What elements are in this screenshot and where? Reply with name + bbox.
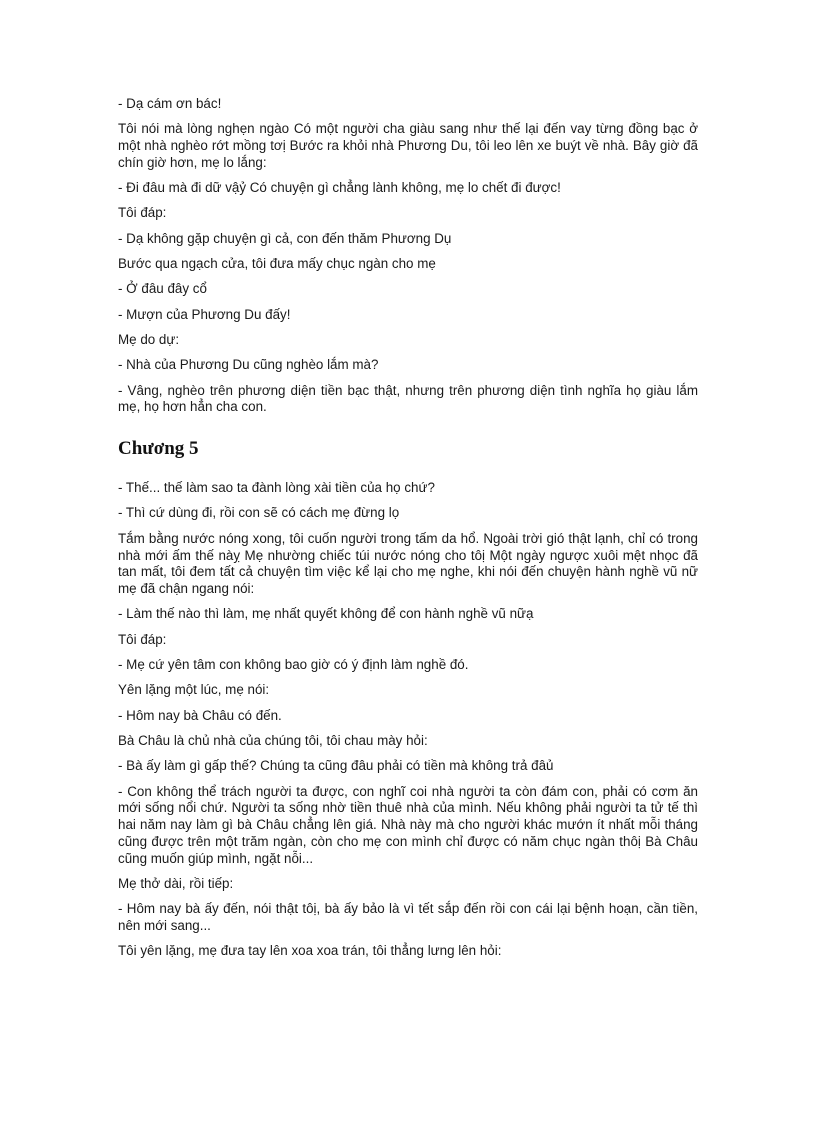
paragraph: Tôi nói mà lòng nghẹn ngào Có một người cha giàu sang như thế lại đến vay từng đồng bạc ở một nhà nghèo rớt mồng tơị Bước ra khỏi nhà Phương Du, tôi leo lên xe buýt về nhà. Bây giờ đã chín giờ hơn, mẹ lo lắng: xyxy=(118,121,698,170)
paragraph: - Mượn của Phương Du đấy! xyxy=(118,306,291,322)
paragraph: - Dạ cám ơn bác! xyxy=(118,96,222,111)
paragraph: - Ở đâu đây cổ xyxy=(118,281,207,297)
paragraph: - Hôm nay bà Châu có đến. xyxy=(118,707,282,723)
paragraph: - Dạ không gặp chuyện gì cả, con đến thăm Phương Dụ xyxy=(118,230,452,246)
paragraph: - Thế... thế làm sao ta đành lòng xài tiền của họ chứ? xyxy=(118,480,435,496)
paragraph: Tôi đáp: xyxy=(118,631,167,647)
paragraph: Yên lặng một lúc, mẹ nói: xyxy=(118,682,270,698)
paragraph: - Hôm nay bà ấy đến, nói thật tôị, bà ấy bảo là vì tết sắp đến rồi con cái lại bệnh hoạn, cần tiền, nên mới sang... xyxy=(118,901,698,934)
paragraph: - Làm thế nào thì làm, mẹ nhất quyết không để con hành nghề vũ nữạ xyxy=(118,606,534,622)
chapter-title: Chương 5 xyxy=(118,438,199,460)
paragraph: Tôi đáp: xyxy=(118,205,167,221)
paragraph: Mẹ thở dài, rồi tiếp: xyxy=(118,876,234,891)
paragraph: - Mẹ cứ yên tâm con không bao giờ có ý định làm nghề đó. xyxy=(118,657,469,673)
paragraph: Tắm bằng nước nóng xong, tôi cuốn người trong tấm da hổ. Ngoài trời gió thật lạnh, chỉ có trong nhà mới ấm thế nàỵ Mẹ nhường chiếc túi nước nóng cho tôị Một ngày ngược xuôi mệt nhọc đã tan mất, tôi đem tất cả chuyện tìm việc kể lại cho mẹ nghe, khi nói đến chuyện hành nghề vũ nữ mẹ đã chận ngang nói: xyxy=(118,530,698,597)
paragraph: Bà Châu là chủ nhà của chúng tôi, tôi chau mày hỏi: xyxy=(118,732,428,748)
paragraph: Tôi yên lặng, mẹ đưa tay lên xoa xoa trán, tôi thẳng lưng lên hỏi: xyxy=(118,943,502,959)
paragraph: - Con không thể trách người ta được, con nghĩ coi nhà người ta còn đám con, phải có cơm ăn mới sống nổi chứ. Người ta sống nhờ tiền thuê nhà của mình. Nếu không phải người ta tử tế thì hai năm nay làm gì bà Châu chẳng lên giá. Nhà này mà cho người khác mướn ít nhất mỗi tháng cũng được trên một trăm ngàn, còn cho mẹ con mình chỉ được có năm chục ngàn thôị Bà Châu cũng muốn giúp mình, ngặt nỗi... xyxy=(118,783,698,866)
paragraph: - Nhà của Phương Du cũng nghèo lắm mà? xyxy=(118,357,379,373)
paragraph: - Đi đâu mà đi dữ vậỷ Có chuyện gì chẳng lành không, mẹ lo chết đi được! xyxy=(118,180,561,196)
document-page xyxy=(118,96,698,969)
paragraph: Bước qua ngạch cửa, tôi đưa mấy chục ngàn cho mẹ xyxy=(118,256,436,272)
paragraph: - Bà ấy làm gì gấp thế? Chúng ta cũng đâu phải có tiền mà không trả đâủ xyxy=(118,758,554,774)
paragraph: - Thì cứ dùng đi, rồi con sẽ có cách mẹ đừng lọ xyxy=(118,505,400,521)
paragraph: - Vâng, nghèo trên phương diện tiền bạc thật, nhưng trên phương diện tình nghĩa họ giàu lắm mẹ, họ hơn hẳn cha con. xyxy=(118,382,698,415)
paragraph: Mẹ do dự: xyxy=(118,331,180,347)
